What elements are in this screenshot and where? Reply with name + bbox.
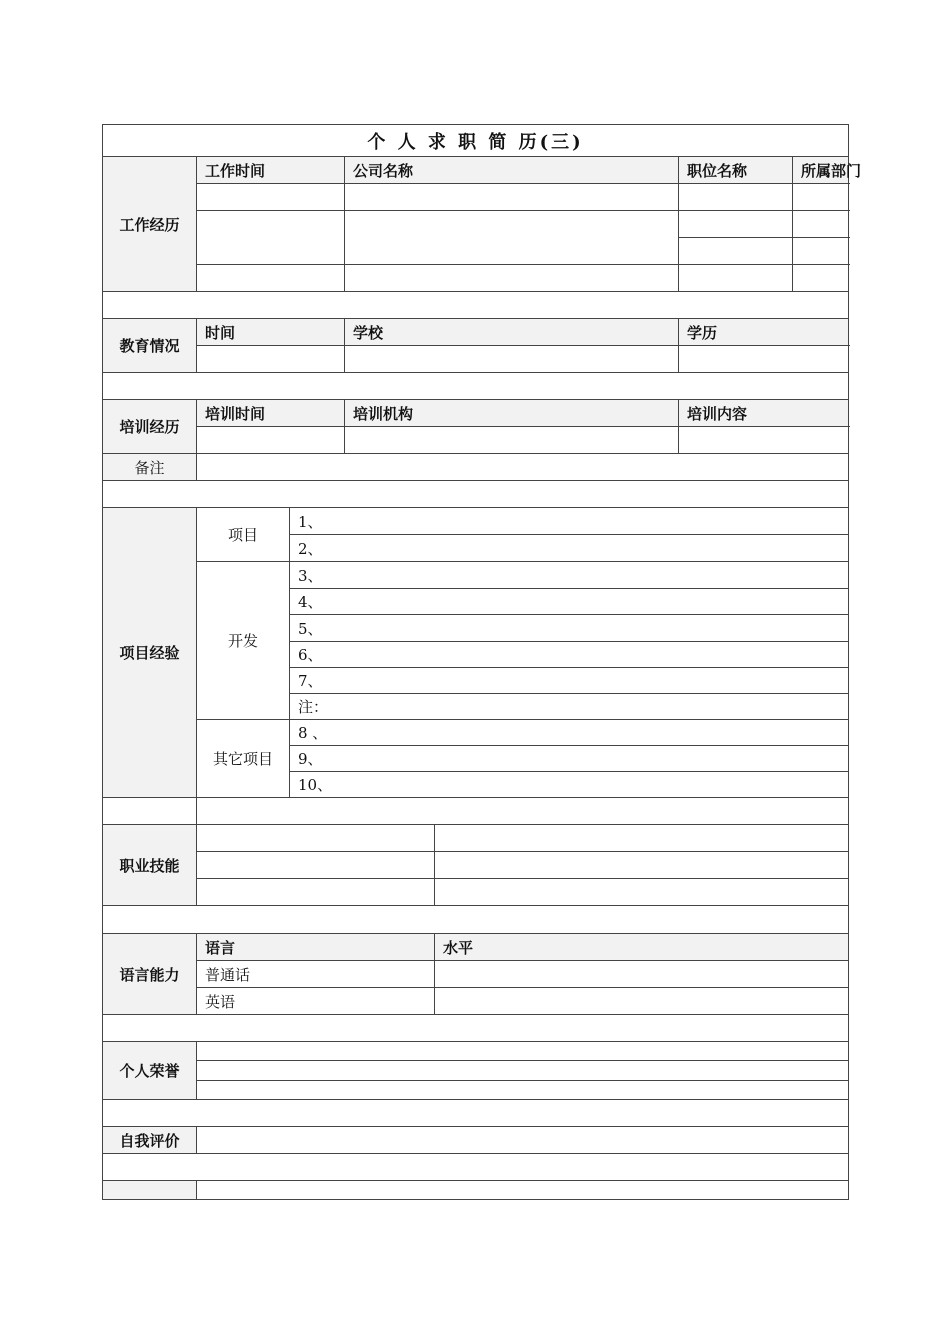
language-level-cell[interactable] <box>435 988 849 1015</box>
section-language: 语言能力 <box>103 934 197 1015</box>
position-cell[interactable] <box>679 184 793 211</box>
section-work-experience: 工作经历 <box>103 157 197 292</box>
project-item[interactable]: 1、 <box>290 508 849 535</box>
training-time-cell[interactable] <box>197 427 345 454</box>
skill-cell[interactable] <box>197 852 435 879</box>
extra-label-cell <box>103 1181 197 1200</box>
header-work-time: 工作时间 <box>197 157 345 184</box>
position-cell[interactable] <box>679 265 793 292</box>
language-level-cell[interactable] <box>435 961 849 988</box>
spacer-row <box>103 292 849 319</box>
section-training: 培训经历 <box>103 400 197 454</box>
header-school: 学校 <box>345 319 679 346</box>
section-skills: 职业技能 <box>103 825 197 906</box>
spacer-row <box>103 373 849 400</box>
spacer-row <box>103 1154 849 1181</box>
header-company-name: 公司名称 <box>345 157 679 184</box>
section-self-evaluation: 自我评价 <box>103 1127 197 1154</box>
skill-level-cell[interactable] <box>435 825 849 852</box>
spacer-row <box>103 906 849 934</box>
remark-label: 备注 <box>103 454 197 481</box>
header-training-time: 培训时间 <box>197 400 345 427</box>
department-cell[interactable] <box>793 184 849 211</box>
header-edu-time: 时间 <box>197 319 345 346</box>
spacer-cell <box>197 798 849 825</box>
group-develop: 开发 <box>197 562 290 720</box>
language-mandarin: 普通话 <box>197 961 435 988</box>
spacer-row <box>103 1015 849 1042</box>
section-education: 教育情况 <box>103 319 197 373</box>
project-item[interactable]: 7、 <box>290 668 849 694</box>
resume-sheet <box>102 124 862 1200</box>
work-time-cell[interactable] <box>197 265 345 292</box>
spacer-cell <box>103 798 197 825</box>
position-cell[interactable] <box>679 211 793 238</box>
training-org-cell[interactable] <box>345 427 679 454</box>
remark-cell[interactable] <box>197 454 849 481</box>
skill-level-cell[interactable] <box>435 852 849 879</box>
project-item[interactable]: 8 、 <box>290 720 849 746</box>
company-name-cell[interactable] <box>345 211 679 265</box>
department-cell[interactable] <box>793 238 849 265</box>
group-other-projects: 其它项目 <box>197 720 290 798</box>
honor-cell[interactable] <box>197 1061 849 1081</box>
training-content-cell[interactable] <box>679 427 849 454</box>
self-evaluation-cell[interactable] <box>197 1127 849 1154</box>
degree-cell[interactable] <box>679 346 849 373</box>
edu-time-cell[interactable] <box>197 346 345 373</box>
project-item[interactable]: 10、 <box>290 772 849 798</box>
project-item[interactable]: 9、 <box>290 746 849 772</box>
school-cell[interactable] <box>345 346 679 373</box>
honor-cell[interactable] <box>197 1081 849 1100</box>
group-project: 项目 <box>197 508 290 562</box>
department-cell[interactable] <box>793 265 849 292</box>
skill-cell[interactable] <box>197 825 435 852</box>
header-degree: 学历 <box>679 319 849 346</box>
project-note[interactable]: 注： <box>290 694 849 720</box>
company-name-cell[interactable] <box>345 184 679 211</box>
skill-level-cell[interactable] <box>435 879 849 906</box>
header-position: 职位名称 <box>679 157 793 184</box>
project-item[interactable]: 6、 <box>290 642 849 668</box>
spacer-row <box>103 1100 849 1127</box>
extra-cell[interactable] <box>197 1181 849 1200</box>
language-english: 英语 <box>197 988 435 1015</box>
honor-cell[interactable] <box>197 1042 849 1061</box>
section-projects: 项目经验 <box>103 508 197 798</box>
project-item[interactable]: 3、 <box>290 562 849 589</box>
company-name-cell[interactable] <box>345 265 679 292</box>
header-level: 水平 <box>435 934 849 961</box>
skill-cell[interactable] <box>197 879 435 906</box>
project-item[interactable]: 4、 <box>290 589 849 615</box>
spacer-row <box>103 481 849 508</box>
section-honors: 个人荣誉 <box>103 1042 197 1100</box>
project-item[interactable]: 5、 <box>290 615 849 642</box>
department-cell[interactable] <box>793 211 849 238</box>
work-time-cell[interactable] <box>197 211 345 265</box>
header-language: 语言 <box>197 934 435 961</box>
header-training-org: 培训机构 <box>345 400 679 427</box>
project-item[interactable]: 2、 <box>290 535 849 562</box>
resume-title: 个 人 求 职 简 历(三) <box>103 125 849 157</box>
position-cell[interactable] <box>679 238 793 265</box>
header-training-content: 培训内容 <box>679 400 849 427</box>
header-department: 所属部门 <box>793 157 849 184</box>
work-time-cell[interactable] <box>197 184 345 211</box>
resume-table <box>102 124 862 1200</box>
